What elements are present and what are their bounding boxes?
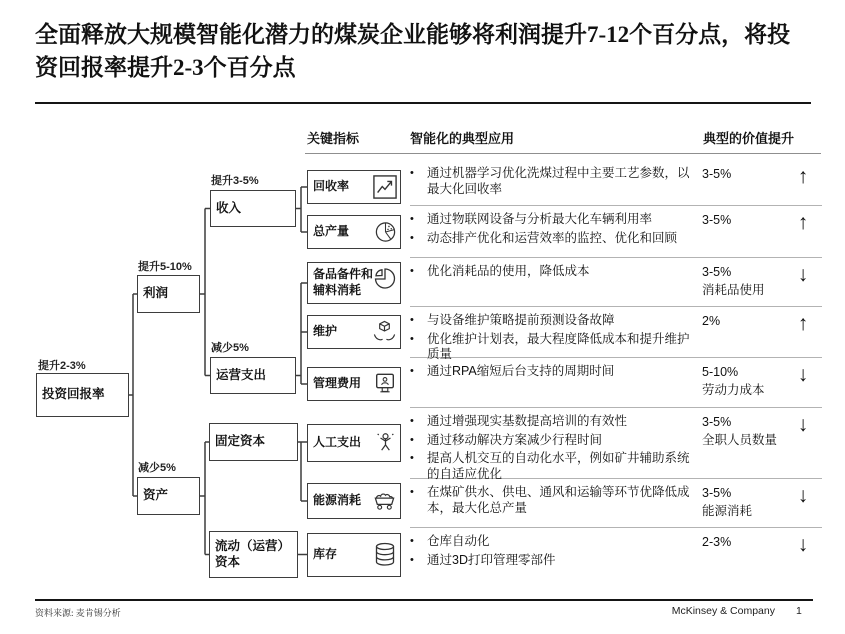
bullet-item: • 通过物联网设备与分析最大化车辆利用率 — [410, 212, 653, 226]
row-energy-consumption — [410, 478, 822, 527]
bullet-item: • 与设备维护策略提前预测设备故障 — [410, 313, 615, 327]
bullet-item: • 通过RPA缩短后台支持的周期时间 — [410, 364, 615, 378]
trend-up-chart-icon — [373, 175, 397, 199]
arrow-down-icon: ↓ — [797, 263, 809, 286]
application-rows — [410, 160, 822, 585]
value-percent: 3-5% — [702, 265, 732, 279]
indicator-box-recovery-rate — [307, 170, 401, 204]
profit-box — [137, 275, 200, 313]
bullet-dot: • — [410, 452, 414, 464]
assets-box — [137, 477, 200, 515]
bullet-item: • 优化维护计划表，最大程度降低成本和提升维护质量 — [410, 331, 690, 361]
indicator-box-maintenance — [307, 315, 401, 349]
bullet-dot: • — [410, 231, 414, 244]
arrow-up-icon: ↑ — [797, 165, 809, 188]
bullet-item: • 通过移动解决方案减少行程时间 — [410, 432, 603, 447]
value-note: 劳动力成本 — [702, 383, 765, 397]
assets-delta-label: 减少5% — [138, 462, 176, 474]
page-number: 1 — [796, 605, 802, 617]
arrow-up-icon: ↑ — [797, 211, 809, 234]
column-header-indicators: 关键指标 — [307, 131, 360, 146]
working-capital-label: 流动（运营）资本 — [215, 538, 291, 569]
mine-cart-icon — [372, 489, 397, 514]
value-percent: 5-10% — [702, 365, 739, 379]
bullet-item: • 仓库自动化 — [410, 534, 490, 548]
column-header-applications: 智能化的典型应用 — [410, 131, 515, 146]
row-labor-expenditure — [410, 407, 822, 481]
pie-chart-icon — [374, 221, 397, 244]
assets-label: 资产 — [143, 488, 169, 503]
mckinsey-brand: McKinsey & Company — [671, 605, 775, 617]
value-note: 消耗品使用 — [702, 283, 765, 297]
bullet-item: • 优化消耗品的使用，降低成本 — [410, 264, 590, 278]
bullet-item: • 动态排产优化和运营效率的监控、优化和回顾 — [410, 230, 678, 245]
arrow-down-icon: ↓ — [797, 413, 809, 436]
arrow-down-icon: ↓ — [797, 363, 809, 386]
indicator-box-energy-consumption — [307, 483, 401, 519]
bullet-dot: • — [410, 535, 414, 547]
value-percent: 3-5% — [702, 213, 732, 227]
indicator-box-total-output — [307, 215, 401, 249]
row-recovery-rate — [410, 160, 822, 205]
bullet-dot: • — [410, 365, 414, 377]
bullet-dot: • — [410, 415, 414, 427]
revenue-box — [210, 190, 296, 227]
bullet-dot: • — [410, 167, 414, 179]
row-spare-parts — [410, 257, 822, 306]
hands-holding-box-icon — [372, 320, 397, 345]
bullet-dot: • — [410, 486, 414, 498]
indicator-label: 库存 — [313, 547, 338, 562]
bullet-dot: • — [410, 314, 414, 326]
indicator-box-admin-expenses — [307, 367, 401, 401]
column-header-value-uplift: 典型的价值提升 — [703, 131, 795, 146]
roi-label: 投资回报率 — [42, 387, 105, 402]
profit-label: 利润 — [143, 286, 169, 301]
indicator-label: 人工支出 — [313, 435, 362, 450]
fixed-capital-box — [209, 423, 298, 461]
value-percent: 2-3% — [702, 535, 732, 549]
fixed-capital-label: 固定资本 — [215, 434, 266, 449]
indicator-label: 能源消耗 — [313, 493, 362, 508]
header-divider — [305, 153, 821, 154]
value-percent: 2% — [702, 314, 721, 328]
bullet-dot: • — [410, 553, 414, 566]
bullet-dot: • — [410, 433, 414, 446]
row-total-output — [410, 205, 822, 257]
opex-label: 运营支出 — [216, 367, 267, 382]
value-percent: 3-5% — [702, 415, 732, 429]
kiosk-monitor-icon — [373, 372, 397, 396]
roi-delta-label: 提升2-3% — [38, 360, 86, 372]
row-maintenance — [410, 306, 822, 361]
bullet-item: • 提高人机交互的自动化水平，例如矿井辅助系统的自适应优化 — [410, 451, 690, 481]
source-note: 资料来源: 麦肯锡分析 — [35, 608, 121, 618]
revenue-label: 收入 — [216, 200, 242, 215]
row-inventory — [410, 527, 822, 585]
person-icon — [374, 432, 397, 455]
indicator-box-spare-parts — [307, 262, 401, 304]
row-admin-expenses — [410, 357, 822, 407]
footer-divider — [35, 599, 813, 601]
value-percent: 3-5% — [702, 167, 732, 181]
database-icon — [373, 542, 397, 569]
slide-title: 全面释放大规模智能化潜力的煤炭企业能够将利润提升7-12个百分点，将投资回报率提升2-3个百分点 — [35, 22, 791, 81]
arrow-up-icon: ↑ — [797, 312, 809, 335]
profit-delta-label: 提升5-10% — [138, 261, 192, 273]
working-capital-box — [209, 531, 298, 578]
value-note: 全职人员数量 — [702, 433, 778, 447]
arrow-down-icon: ↓ — [797, 533, 809, 556]
value-percent: 3-5% — [702, 486, 732, 500]
indicator-label: 备品备件和辅料消耗 — [313, 267, 374, 297]
bullet-dot: • — [410, 332, 414, 345]
pie-slice-icon — [371, 266, 397, 292]
roi-box — [36, 373, 129, 417]
indicator-label: 回收率 — [313, 179, 350, 194]
arrow-down-icon: ↓ — [797, 484, 809, 507]
indicator-label: 总产量 — [313, 224, 350, 239]
bullet-item: • 通过3D打印管理零部件 — [410, 552, 556, 567]
indicator-box-labor-expenditure — [307, 424, 401, 462]
indicator-label: 管理费用 — [313, 376, 362, 391]
opex-box — [210, 357, 296, 394]
revenue-delta-label: 提升3-5% — [211, 175, 259, 187]
opex-delta-label: 减少5% — [211, 342, 249, 354]
bullet-item: • 通过机器学习优化洗煤过程中主要工艺参数，以最大化回收率 — [410, 166, 690, 196]
bullet-dot: • — [410, 213, 414, 225]
bullet-item: • 在煤矿供水、供电、通风和运输等环节优降低成本，最大化总产量 — [410, 485, 690, 515]
bullet-dot: • — [410, 265, 414, 277]
title-divider — [35, 102, 811, 104]
indicator-label: 维护 — [313, 324, 338, 339]
bullet-item: • 通过增强现实基数提高培训的有效性 — [410, 414, 628, 428]
value-note: 能源消耗 — [702, 504, 753, 518]
indicator-box-inventory — [307, 533, 401, 577]
